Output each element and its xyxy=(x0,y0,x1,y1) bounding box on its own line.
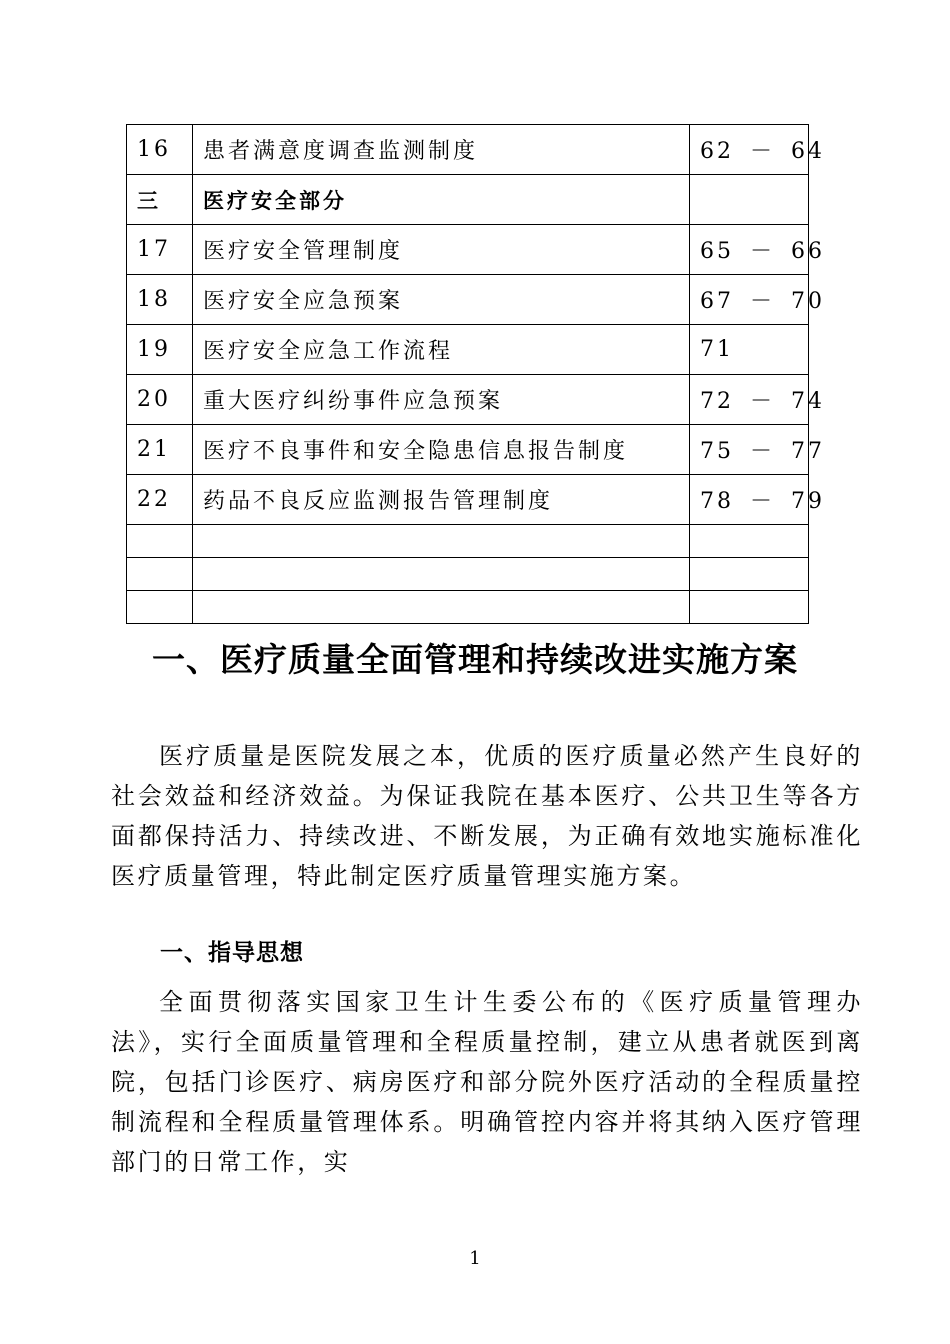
toc-row-pages: 75 － 77 xyxy=(690,425,809,475)
toc-row-title: 医疗安全管理制度 xyxy=(193,225,690,275)
toc-row-title: 重大医疗纠纷事件应急预案 xyxy=(193,375,690,425)
toc-row-number: 20 xyxy=(127,375,193,425)
toc-empty-cell xyxy=(690,525,809,558)
toc-row xyxy=(127,125,809,175)
toc-empty-cell xyxy=(193,591,690,624)
toc-row xyxy=(127,425,809,475)
toc-row-title: 药品不良反应监测报告管理制度 xyxy=(193,475,690,525)
toc-row-pages xyxy=(690,175,809,225)
toc-row-number: 22 xyxy=(127,475,193,525)
document-title: 一、医疗质量全面管理和持续改进实施方案 xyxy=(152,640,798,679)
toc-row-pages: 78 － 79 xyxy=(690,475,809,525)
toc-row xyxy=(127,375,809,425)
toc-row xyxy=(127,275,809,325)
toc-empty-cell xyxy=(127,558,193,591)
toc-row-pages: 67 － 70 xyxy=(690,275,809,325)
toc-empty-cell xyxy=(690,558,809,591)
toc-row-title: 医疗安全部分 xyxy=(193,175,690,225)
toc-empty-row xyxy=(127,525,809,558)
toc-row-number: 21 xyxy=(127,425,193,475)
toc-empty-cell xyxy=(127,525,193,558)
toc-empty-row xyxy=(127,558,809,591)
toc-row xyxy=(127,475,809,525)
toc-section-row xyxy=(127,175,809,225)
toc-empty-row xyxy=(127,591,809,624)
section-paragraph: 全面贯彻落实国家卫生计生委公布的《医疗质量管理办法》，实行全面质量管理和全程质量控制，建立从患者就医到离院，包括门诊医疗、病房医疗和部分院外医疗活动的全程质量控制流程和全程质量管理体系。明确管控内容并将其纳入医疗管理部门的日常工作，实 xyxy=(111,988,863,1176)
intro-paragraph: 医疗质量是医院发展之本，优质的医疗质量必然产生良好的社会效益和经济效益。为保证我院在基本医疗、公共卫生等各方面都保持活力、持续改进、不断发展，为正确有效地实施标准化医疗质量管理，特此制定医疗质量管理实施方案。 xyxy=(111,742,863,890)
toc-row-title: 医疗不良事件和安全隐患信息报告制度 xyxy=(193,425,690,475)
toc-row xyxy=(127,225,809,275)
toc-row-number: 19 xyxy=(127,325,193,375)
toc-row-pages: 62 － 64 xyxy=(690,125,809,175)
toc-table xyxy=(126,124,825,624)
toc-row-title: 医疗安全应急工作流程 xyxy=(193,325,690,375)
toc-row-title: 医疗安全应急预案 xyxy=(193,275,690,325)
toc-row xyxy=(127,325,809,375)
toc-row-number: 17 xyxy=(127,225,193,275)
toc-row-number: 16 xyxy=(127,125,193,175)
toc-empty-cell xyxy=(127,591,193,624)
toc-empty-cell xyxy=(193,558,690,591)
toc-row-pages: 71 xyxy=(690,325,809,375)
toc-row-number: 18 xyxy=(127,275,193,325)
toc-empty-cell xyxy=(690,591,809,624)
toc-row-pages: 72 － 74 xyxy=(690,375,809,425)
section-heading: 一、指导思想 xyxy=(160,940,304,966)
toc-row-pages: 65 － 66 xyxy=(690,225,809,275)
toc-empty-cell xyxy=(193,525,690,558)
toc-body xyxy=(127,125,825,624)
toc-row-number: 三 xyxy=(127,175,193,225)
page-number: 1 xyxy=(469,1248,481,1269)
toc-row-title: 患者满意度调查监测制度 xyxy=(193,125,690,175)
